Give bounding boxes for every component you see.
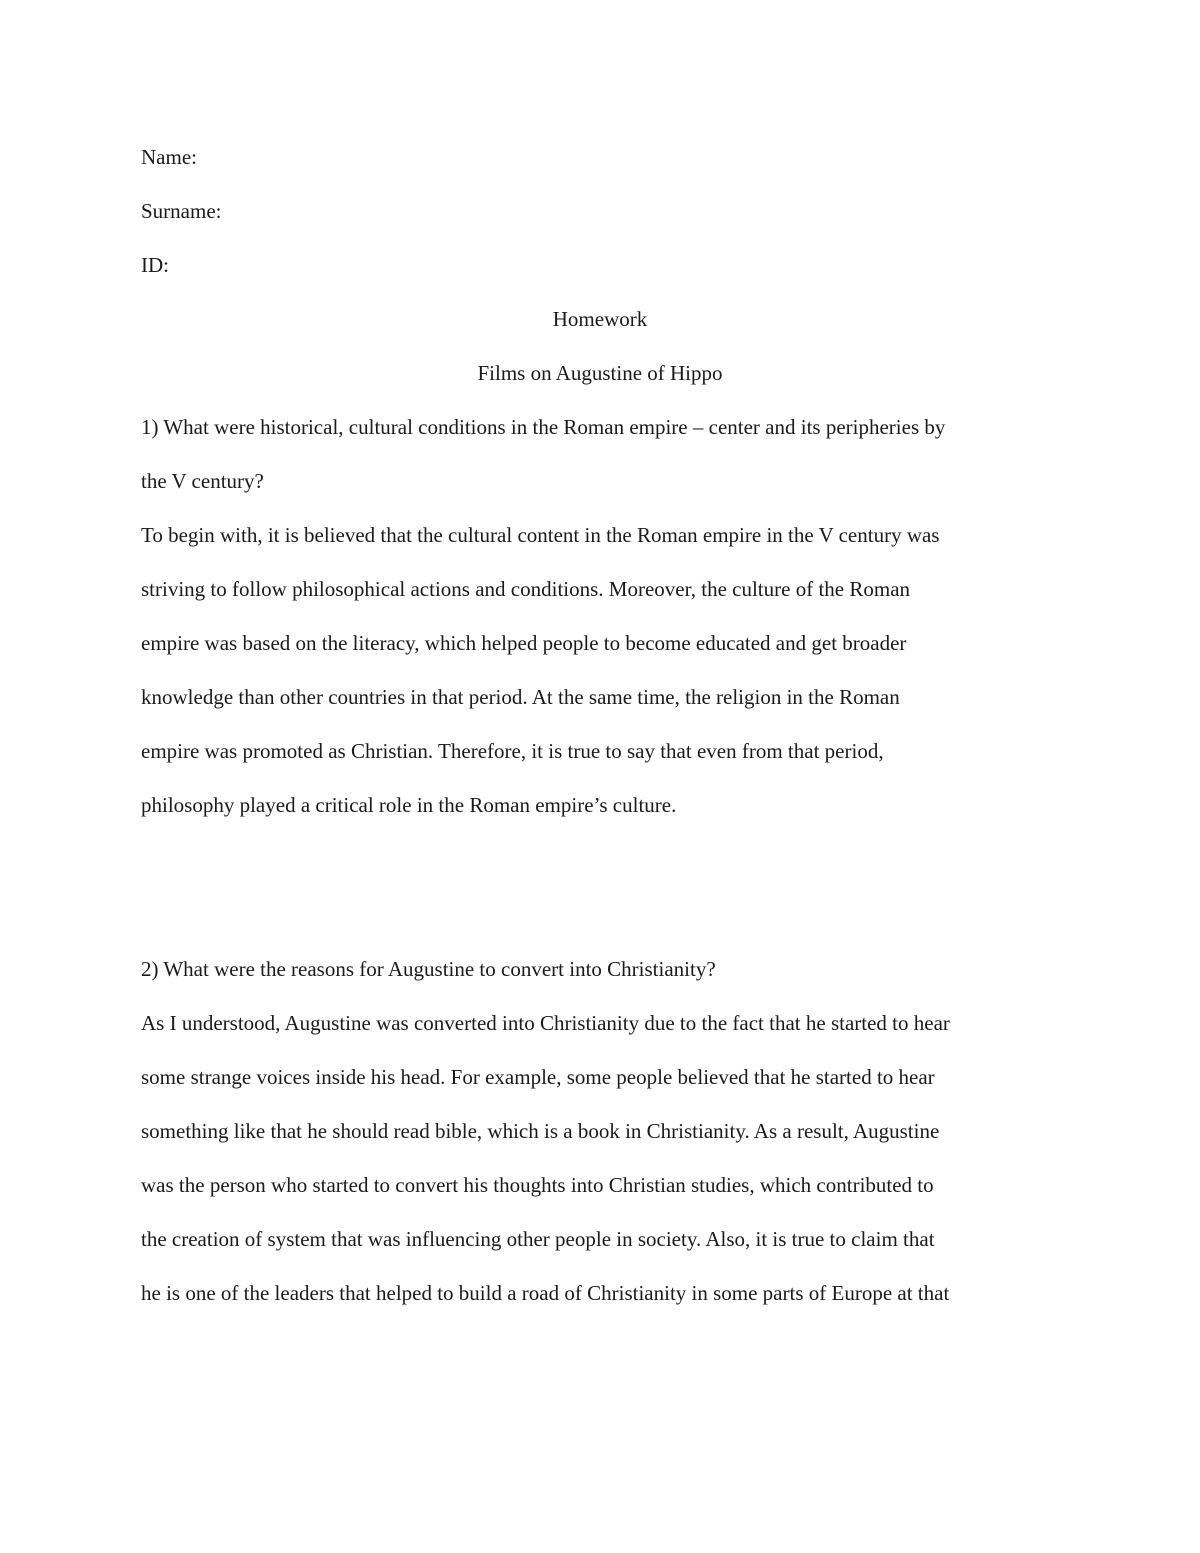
id-label: ID: bbox=[141, 253, 169, 277]
answer-2-line-3: something like that he should read bible, which is a book in Christianity. As a result, Augustine bbox=[141, 1119, 940, 1143]
answer-1-line-4: knowledge than other countries in that period. At the same time, the religion in the Roman bbox=[141, 685, 900, 709]
answer-1-line-1: To begin with, it is believed that the cultural content in the Roman empire in the V century was bbox=[141, 523, 940, 547]
answer-2-line-5: the creation of system that was influencing other people in society. Also, it is true to claim that bbox=[141, 1227, 935, 1251]
document-title: Homework bbox=[552, 307, 648, 331]
answer-1-line-5: empire was promoted as Christian. Therefore, it is true to say that even from that period, bbox=[141, 739, 884, 763]
name-label: Name: bbox=[141, 145, 197, 169]
answer-2-line-4: was the person who started to convert his thoughts into Christian studies, which contributed to bbox=[141, 1173, 934, 1197]
answer-2-line-1: As I understood, Augustine was converted into Christianity due to the fact that he started to hear bbox=[141, 1011, 950, 1035]
answer-1-line-2: striving to follow philosophical actions and conditions. Moreover, the culture of the Roman bbox=[141, 577, 911, 601]
answer-2-line-2: some strange voices inside his head. For example, some people believed that he started to hear bbox=[141, 1065, 935, 1089]
answer-1-line-3: empire was based on the literacy, which helped people to become educated and get broader bbox=[141, 631, 907, 655]
answer-2-line-6: he is one of the leaders that helped to build a road of Christianity in some parts of Europe at that bbox=[141, 1281, 950, 1305]
question-1-line-2: the V century? bbox=[141, 469, 264, 493]
surname-label: Surname: bbox=[141, 199, 222, 223]
question-2-line-1: 2) What were the reasons for Augustine to convert into Christianity? bbox=[141, 957, 716, 981]
question-1-line-1: 1) What were historical, cultural conditions in the Roman empire – center and its peripheries by bbox=[141, 415, 946, 439]
answer-1-line-6: philosophy played a critical role in the Roman empire’s culture. bbox=[141, 793, 677, 817]
document-subtitle: Films on Augustine of Hippo bbox=[477, 361, 723, 385]
